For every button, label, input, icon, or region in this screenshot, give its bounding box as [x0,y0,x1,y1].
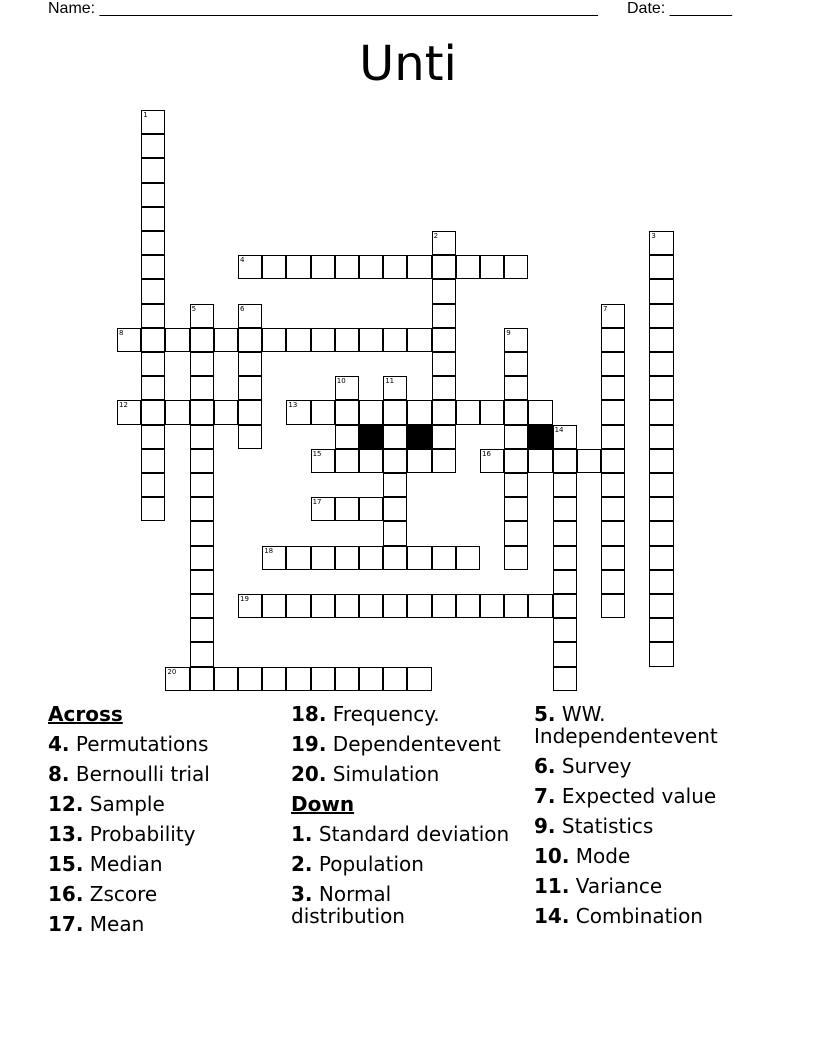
grid-cell[interactable] [383,376,407,400]
grid-cell[interactable] [286,546,310,570]
grid-cell[interactable] [480,449,504,473]
grid-cell[interactable] [456,400,480,424]
grid-cell[interactable] [359,667,383,691]
grid-cell[interactable] [311,546,335,570]
grid-cell[interactable] [238,594,262,618]
grid-cell[interactable] [359,449,383,473]
clues-column-3 [534,703,744,935]
grid-cell[interactable] [141,110,165,134]
grid-cell[interactable] [649,546,673,570]
grid-cell[interactable] [528,400,552,424]
grid-cell[interactable] [359,255,383,279]
clue-text: Sample [89,792,165,816]
across-clue-12 [48,793,210,815]
clue-text: Permutations [75,732,209,756]
grid-cell[interactable] [383,497,407,521]
grid-cell[interactable] [480,400,504,424]
grid-cell[interactable] [383,667,407,691]
clue-text: Frequency. [332,702,440,726]
grid-cell[interactable] [286,667,310,691]
clue-number-label: 12 [119,401,128,410]
grid-cell[interactable] [649,376,673,400]
grid-cell[interactable] [407,328,431,352]
grid-cell[interactable] [311,667,335,691]
name-field-label: Name: ________________________________________________________ [48,0,598,17]
grid-cell[interactable] [190,667,214,691]
clue-number: 8. [48,762,70,786]
grid-cell[interactable] [601,497,625,521]
clue-text: Normal distribution [291,882,405,928]
grid-cell[interactable] [214,400,238,424]
grid-cell[interactable] [286,400,310,424]
grid-cell[interactable] [335,328,359,352]
grid-cell[interactable] [649,425,673,449]
grid-cell[interactable] [383,546,407,570]
clue-number-label: 8 [119,328,124,337]
page-title: Unti [359,36,457,92]
grid-cell[interactable] [359,546,383,570]
clue-text: Population [318,852,424,876]
grid-cell[interactable] [407,449,431,473]
grid-cell[interactable] [141,134,165,158]
grid-cell[interactable] [190,376,214,400]
grid-cell[interactable] [311,497,335,521]
grid-cell[interactable] [190,400,214,424]
grid-cell[interactable] [141,352,165,376]
clue-number-label: 11 [385,377,395,386]
grid-cell[interactable] [190,618,214,642]
clue-text: Standard deviation [318,822,510,846]
grid-cell[interactable] [238,255,262,279]
grid-cell[interactable] [190,642,214,666]
grid-cell[interactable] [335,400,359,424]
grid-cell[interactable] [359,400,383,424]
grid-cell[interactable] [649,449,673,473]
grid-cell[interactable] [601,546,625,570]
clue-number-label: 19 [240,595,249,603]
grid-cell[interactable] [432,376,456,400]
clue-number-label: 15 [312,449,322,458]
grid-cell[interactable] [262,594,286,618]
clue-text: Zscore [89,882,158,906]
grid-cell[interactable] [311,328,335,352]
grid-cell[interactable] [553,618,577,642]
clue-number-label: 2 [433,232,439,240]
grid-cell[interactable] [504,546,528,570]
clue-number-label: 6 [240,304,245,313]
grid-cell[interactable] [141,473,165,497]
down-clue-2 [291,853,511,875]
grid-cell[interactable] [601,570,625,594]
grid-cell[interactable] [601,473,625,497]
grid-cell[interactable] [432,546,456,570]
clue-number-label: 20 [167,667,177,676]
across-clue-19 [291,733,511,755]
grid-cell[interactable] [432,279,456,303]
clue-number-label: 14 [554,425,564,434]
grid-cell[interactable] [141,158,165,182]
clues-column-2 [291,703,511,935]
down-clue-1 [291,823,511,845]
grid-cell[interactable] [504,521,528,545]
clue-number: 14. [534,904,570,928]
grid-cell[interactable] [407,255,431,279]
grid-cell[interactable] [407,594,431,618]
clue-number: 15. [48,852,84,876]
across-clue-8 [48,763,210,785]
black-cell [407,425,431,449]
grid-cell[interactable] [601,594,625,618]
grid-cell[interactable] [359,594,383,618]
grid-cell[interactable] [165,400,189,424]
grid-cell[interactable] [432,425,456,449]
grid-cell[interactable] [553,473,577,497]
grid-cell[interactable] [577,449,601,473]
clue-number-label: 4 [240,256,245,265]
grid-cell[interactable] [553,521,577,545]
grid-cell[interactable] [286,255,310,279]
grid-cell[interactable] [311,449,335,473]
clue-number: 4. [48,732,70,756]
grid-cell[interactable] [649,352,673,376]
clue-number: 5. [534,702,556,726]
across-clue-13 [48,823,210,845]
clue-number-label: 13 [288,401,298,410]
grid-cell[interactable] [311,255,335,279]
grid-cell[interactable] [407,546,431,570]
grid-cell[interactable] [165,328,189,352]
across-clue-17 [48,913,210,935]
grid-cell[interactable] [649,594,673,618]
grid-cell[interactable] [190,570,214,594]
across-clue-15 [48,853,210,875]
down-clue-3 [291,883,511,927]
grid-cell[interactable] [432,449,456,473]
clue-number-label: 9 [506,328,511,337]
grid-cell[interactable] [383,521,407,545]
grid-cell[interactable] [553,594,577,618]
down-clue-5 [534,703,744,747]
grid-cell[interactable] [190,328,214,352]
grid-cell[interactable] [504,425,528,449]
across-clue-20 [291,763,511,785]
grid-cell[interactable] [601,425,625,449]
grid-cell[interactable] [504,328,528,352]
down-heading: Down [291,792,355,816]
clue-number-label: 16 [482,449,491,458]
grid-cell[interactable] [262,667,286,691]
grid-cell[interactable] [141,449,165,473]
grid-cell[interactable] [190,352,214,376]
grid-cell[interactable] [117,328,141,352]
grid-cell[interactable] [359,497,383,521]
across-clue-18 [291,703,511,725]
grid-cell[interactable] [383,328,407,352]
clue-text: Simulation [332,762,440,786]
grid-cell[interactable] [432,255,456,279]
grid-cell[interactable] [432,304,456,328]
grid-cell[interactable] [238,352,262,376]
grid-cell[interactable] [190,304,214,328]
down-clue-6 [534,755,744,777]
grid-cell[interactable] [480,594,504,618]
clue-number: 3. [291,882,313,906]
grid-cell[interactable] [553,449,577,473]
clue-number: 1. [291,822,313,846]
grid-cell[interactable] [553,425,577,449]
grid-cell[interactable] [504,400,528,424]
grid-cell[interactable] [432,594,456,618]
grid-cell[interactable] [238,667,262,691]
grid-cell[interactable] [190,521,214,545]
grid-cell[interactable] [432,231,456,255]
grid-cell[interactable] [601,328,625,352]
clue-number: 20. [291,762,327,786]
clue-text: Mode [575,844,631,868]
clue-text: Median [89,852,163,876]
grid-cell[interactable] [383,449,407,473]
clue-number-label: 17 [312,498,322,507]
grid-cell[interactable] [311,594,335,618]
grid-cell[interactable] [649,473,673,497]
grid-cell[interactable] [553,497,577,521]
clue-number: 11. [534,874,570,898]
clue-text: Probability [89,822,196,846]
grid-cell[interactable] [504,473,528,497]
grid-cell[interactable] [190,473,214,497]
grid-cell[interactable] [165,667,189,691]
grid-cell[interactable] [649,304,673,328]
clue-text: Expected value [561,784,717,808]
across-heading: Across [48,702,123,726]
grid-cell[interactable] [262,328,286,352]
clue-number: 16. [48,882,84,906]
grid-cell[interactable] [141,497,165,521]
grid-cell[interactable] [262,546,286,570]
grid-cell[interactable] [238,400,262,424]
grid-cell[interactable] [141,328,165,352]
grid-cell[interactable] [456,594,480,618]
clue-text: Statistics [561,814,654,838]
grid-cell[interactable] [649,497,673,521]
grid-cell[interactable] [238,328,262,352]
grid-cell[interactable] [238,425,262,449]
clue-number: 7. [534,784,556,808]
clue-number: 18. [291,702,327,726]
grid-cell[interactable] [335,425,359,449]
grid-cell[interactable] [601,304,625,328]
clue-number: 9. [534,814,556,838]
grid-cell[interactable] [141,255,165,279]
grid-cell[interactable] [601,376,625,400]
clue-number: 19. [291,732,327,756]
grid-cell[interactable] [335,497,359,521]
grid-cell[interactable] [141,183,165,207]
grid-cell[interactable] [553,546,577,570]
grid-cell[interactable] [335,376,359,400]
grid-cell[interactable] [601,449,625,473]
grid-cell[interactable] [335,546,359,570]
grid-cell[interactable] [649,328,673,352]
grid-cell[interactable] [359,328,383,352]
grid-cell[interactable] [335,449,359,473]
down-clue-7 [534,785,744,807]
grid-cell[interactable] [504,497,528,521]
grid-cell[interactable] [601,400,625,424]
clue-number: 13. [48,822,84,846]
grid-cell[interactable] [141,304,165,328]
clue-text: Mean [89,912,145,936]
grid-cell[interactable] [190,594,214,618]
clue-text: Variance [575,874,663,898]
grid-cell[interactable] [504,376,528,400]
grid-cell[interactable] [432,328,456,352]
grid-cell[interactable] [383,400,407,424]
clue-text: WW. Independentevent [534,702,718,748]
grid-cell[interactable] [141,279,165,303]
grid-cell[interactable] [528,449,552,473]
grid-cell[interactable] [335,667,359,691]
grid-cell[interactable] [311,400,335,424]
grid-cell[interactable] [649,618,673,642]
clue-text: Bernoulli trial [75,762,210,786]
grid-cell[interactable] [649,231,673,255]
black-cell [528,425,552,449]
grid-cell[interactable] [649,642,673,666]
grid-cell[interactable] [383,473,407,497]
grid-cell[interactable] [238,304,262,328]
grid-cell[interactable] [117,400,141,424]
grid-cell[interactable] [407,400,431,424]
clue-number-label: 7 [603,304,608,313]
grid-cell[interactable] [141,207,165,231]
grid-cell[interactable] [190,546,214,570]
grid-cell[interactable] [504,352,528,376]
grid-cell[interactable] [601,521,625,545]
down-clue-11 [534,875,744,897]
across-clue-16 [48,883,210,905]
grid-cell[interactable] [214,328,238,352]
grid-cell[interactable] [190,449,214,473]
down-clue-14 [534,905,744,927]
grid-cell[interactable] [141,376,165,400]
grid-cell[interactable] [601,352,625,376]
clue-number: 10. [534,844,570,868]
grid-cell[interactable] [456,255,480,279]
clue-number: 2. [291,852,313,876]
grid-cell[interactable] [432,400,456,424]
grid-cell[interactable] [649,279,673,303]
black-cell [359,425,383,449]
grid-cell[interactable] [238,376,262,400]
clue-number-label: 18 [264,546,274,555]
grid-cell[interactable] [190,425,214,449]
grid-cell[interactable] [504,449,528,473]
grid-cell[interactable] [335,594,359,618]
grid-cell[interactable] [335,255,359,279]
clue-text: Survey [561,754,632,778]
grid-cell[interactable] [504,594,528,618]
clue-number: 17. [48,912,84,936]
grid-cell[interactable] [141,231,165,255]
grid-cell[interactable] [432,352,456,376]
across-clue-4 [48,733,210,755]
grid-cell[interactable] [286,328,310,352]
clue-number-label: 3 [651,232,656,240]
grid-cell[interactable] [553,570,577,594]
grid-cell[interactable] [383,425,407,449]
grid-cell[interactable] [383,594,407,618]
grid-cell[interactable] [553,642,577,666]
grid-cell[interactable] [649,570,673,594]
grid-cell[interactable] [553,667,577,691]
grid-cell[interactable] [649,255,673,279]
clue-number-label: 5 [191,304,197,313]
grid-cell[interactable] [214,667,238,691]
clue-text: Dependentevent [332,732,501,756]
clue-number: 6. [534,754,556,778]
grid-cell[interactable] [504,255,528,279]
down-clue-10 [534,845,744,867]
grid-cell[interactable] [480,255,504,279]
clue-number: 12. [48,792,84,816]
grid-cell[interactable] [407,667,431,691]
grid-cell[interactable] [528,594,552,618]
grid-cell[interactable] [286,594,310,618]
grid-cell[interactable] [649,400,673,424]
clue-number-label: 10 [336,377,346,386]
grid-cell[interactable] [141,400,165,424]
grid-cell[interactable] [383,255,407,279]
clue-text: Combination [575,904,703,928]
down-clue-9 [534,815,744,837]
clues-column-1 [48,703,210,943]
grid-cell[interactable] [649,521,673,545]
grid-cell[interactable] [141,425,165,449]
date-field-label: Date: _______ [627,0,732,17]
grid-cell[interactable] [262,255,286,279]
grid-cell[interactable] [190,497,214,521]
grid-cell[interactable] [456,546,480,570]
clue-number-label: 1 [143,111,148,119]
